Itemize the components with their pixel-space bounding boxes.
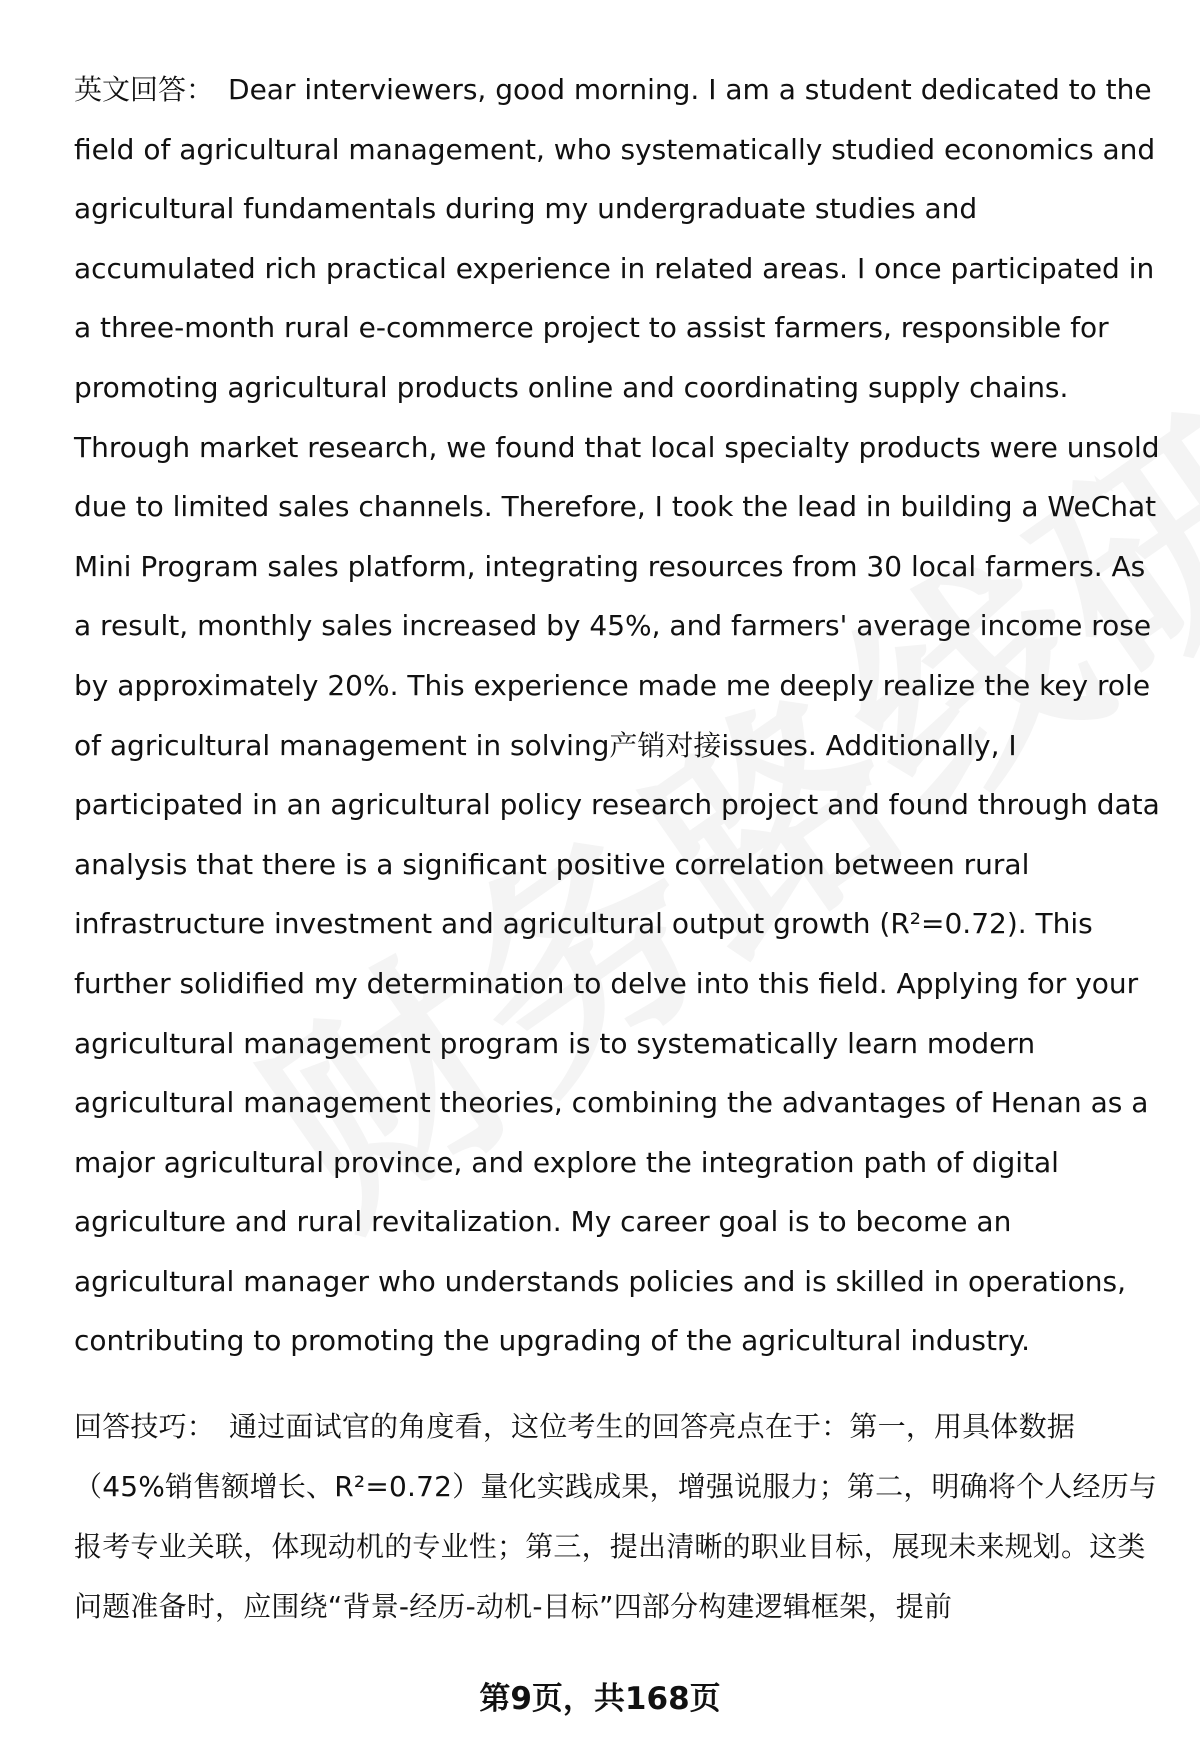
answer-tips-text: 通过面试官的角度看，这位考生的回答亮点在于：第一，用具体数据（45%销售额增长、R²=0.72）量化实践成果，增强说服力；第二，明确将个人经历与报考专业关联，体现动机的专业性；第三，提出清晰的职业目标，展现未来规划。这类问题准备时，应围绕“背景-经历-动机-目标”四部分构建逻辑框架，提前 <box>74 1410 1158 1623</box>
english-answer-section <box>74 60 1164 1371</box>
answer-tips-section <box>74 1397 1164 1637</box>
page-number: 第9页，共168页 <box>479 1681 721 1717</box>
english-answer-text: Dear interviewers, good morning. I am a student dedicated to the field of agricultural management, who systematically studied economics and agricultural fundamentals during my undergraduate studies and accumulated rich practical experience in related areas. I once participated in a three-month rural e-commerce project to assist farmers, responsible for promoting agricultural products online and coordinating supply chains. Through market research, we found that local specialty products were unsold due to limited sales channels. Therefore, I took the lead in building a WeChat Mini Program sales platform, integrating resources from 30 local farmers. As a result, monthly sales increased by 45%, and farmers' average income rose by approximately 20%. This experience made me deeply realize the key role of agricultural management in solving产销对接issues. Additionally, I participated in an agricultural policy research project and found through data analysis that there is a significant positive correlation between rural infrastructure investment and agricultural output growth (R²=0.72). This further solidified my determination to delve into this field. Applying for your agricultural management program is to systematically learn modern agricultural management theories, combining the advantages of Henan as a major agricultural province, and explore the integration path of digital agriculture and rural revitalization. My career goal is to become an agricultural manager who understands policies and is skilled in operations, contributing to promoting the upgrading of the agricultural industry. <box>74 73 1160 1358</box>
english-answer-label: 英文回答： <box>74 73 215 106</box>
answer-tips-label: 回答技巧： <box>74 1410 216 1443</box>
